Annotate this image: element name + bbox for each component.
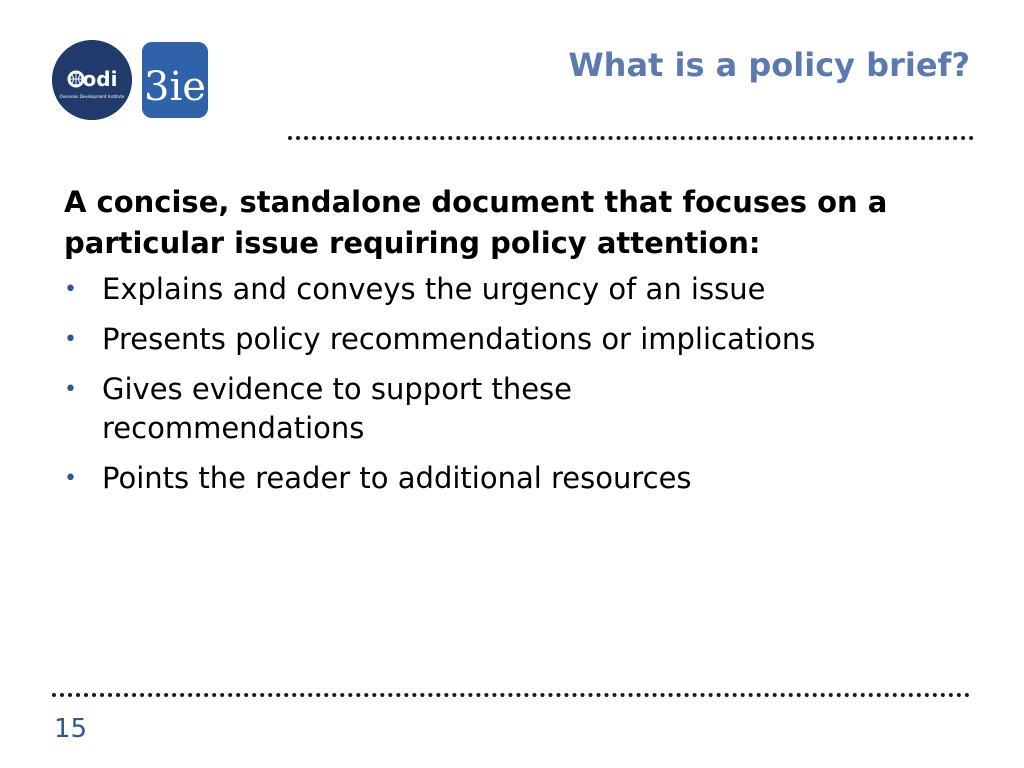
- bullet-item: [64, 270, 964, 309]
- bullet-icon: •: [64, 377, 77, 402]
- slide-content: [64, 182, 964, 509]
- 3ie-logo-letters: 3ie: [144, 64, 206, 110]
- header-divider: [288, 136, 974, 140]
- bullet-item: [64, 370, 964, 448]
- bullet-text: Gives evidence to support these recommendations: [102, 372, 572, 445]
- 3ie-logo-graphic: [142, 42, 208, 118]
- bullet-item: [64, 320, 964, 359]
- bullet-item: [64, 459, 964, 498]
- bullet-list: [64, 270, 964, 498]
- odi-logo-letters: odi: [82, 67, 118, 91]
- odi-logo-graphic: [52, 40, 132, 120]
- bullet-icon: •: [64, 327, 77, 352]
- odi-logo: [52, 40, 132, 120]
- odi-logo-subtext: Overseas Development Institute: [59, 94, 125, 99]
- bullet-text: Presents policy recommendations or implications: [102, 322, 816, 356]
- 3ie-logo: [142, 42, 208, 118]
- bullet-icon: •: [64, 277, 77, 302]
- bullet-text: Points the reader to additional resources: [102, 461, 692, 495]
- footer-divider: [52, 693, 970, 697]
- intro-text: A concise, standalone document that focuses on a particular issue requiring policy attention:: [64, 185, 888, 260]
- page-number: 15: [54, 714, 88, 744]
- bullet-icon: •: [64, 466, 77, 491]
- bullet-text: Explains and conveys the urgency of an issue: [102, 272, 766, 306]
- page-title: What is a policy brief?: [568, 46, 970, 84]
